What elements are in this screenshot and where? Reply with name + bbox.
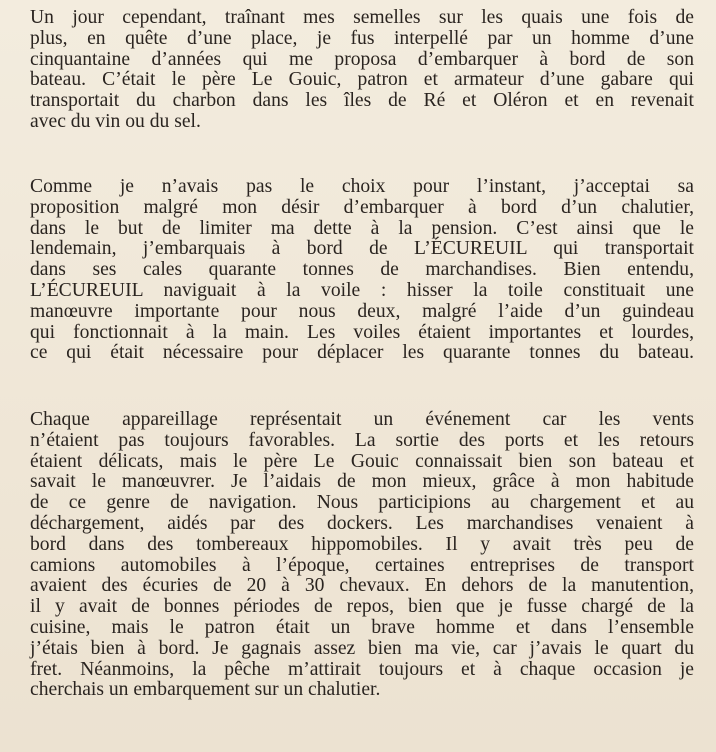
text-line: bateau. C’était le père Le Gouic, patron et armateur d’une gabare qui xyxy=(30,69,694,91)
text-line: manœuvre importante pour nous deux, malgré l’aide d’un guindeau xyxy=(30,300,694,322)
text-line: n’étaient pas toujours favorables. La sortie des ports et les retours xyxy=(30,429,694,451)
text-line: ce qui était nécessaire pour déplacer les quarante tonnes du bateau. xyxy=(30,342,694,364)
text-line: étaient délicats, mais le père Le Gouic connaissait bien son bateau et xyxy=(30,450,694,472)
text-line: savait le manœuvrer. Je l’aidais de mon mieux, grâce à mon habitude xyxy=(30,471,694,493)
text-line: Comme je n’avais pas le choix pour l’instant, j’acceptai sa xyxy=(30,176,694,197)
text-line: avec du vin ou du sel. xyxy=(30,110,201,132)
text-line: il y avait de bonnes périodes de repos, bien que je fusse chargé de la xyxy=(30,596,694,618)
text-line: dans ses cales quarante tonnes de marchandises. Bien entendu, xyxy=(30,259,694,281)
text-line: j’étais bien à bord. Je gagnais assez bien ma vie, car j’avais le quart du xyxy=(30,637,694,659)
text-line: transportait du charbon dans les îles de Ré et Oléron et en revenait xyxy=(30,90,694,112)
text-line: lendemain, j’embarquais à bord de L’ÉCUREUIL qui transportait xyxy=(30,238,694,260)
text-line: qui fonctionnait à la main. Les voiles étaient importantes et lourdes, xyxy=(30,321,694,343)
text-line: fret. Néanmoins, la pêche m’attirait toujours et à chaque occasion je xyxy=(30,658,694,680)
paragraph-3 xyxy=(30,410,694,701)
text-line: plus, en quête d’une place, je fus interpellé par un homme d’une xyxy=(30,27,694,49)
paragraph-1 xyxy=(30,8,694,133)
text-line: L’ÉCUREUIL naviguait à la voile : hisser la toile constituait une xyxy=(30,279,694,301)
text-line: de ce genre de navigation. Nous participions au chargement et au xyxy=(30,492,694,514)
text-line: bord dans des tombereaux hippomobiles. Il y avait très peu de xyxy=(30,533,694,555)
text-line: Un jour cependant, traînant mes semelles sur les quais une fois de xyxy=(30,7,694,28)
text-line: Chaque appareillage représentait un événement car les vents xyxy=(30,409,694,430)
text-line: dans le but de limiter ma dette à la pension. C’est ainsi que le xyxy=(30,217,694,239)
text-line: cinquantaine d’années qui me proposa d’embarquer à bord de son xyxy=(30,48,694,70)
text-line: cuisine, mais le patron était un brave homme et dans l’ensemble xyxy=(30,616,694,638)
paragraph-2 xyxy=(30,177,694,364)
text-line: avaient des écuries de 20 à 30 chevaux. En dehors de la manutention, xyxy=(30,575,694,597)
text-line: déchargement, aidés par des dockers. Les marchandises venaient à xyxy=(30,512,694,534)
text-line: proposition malgré mon désir d’embarquer à bord d’un chalutier, xyxy=(30,196,694,218)
text-line: cherchais un embarquement sur un chalutier. xyxy=(30,679,381,701)
text-line: camions automobiles à l’époque, certaines entreprises de transport xyxy=(30,554,694,576)
